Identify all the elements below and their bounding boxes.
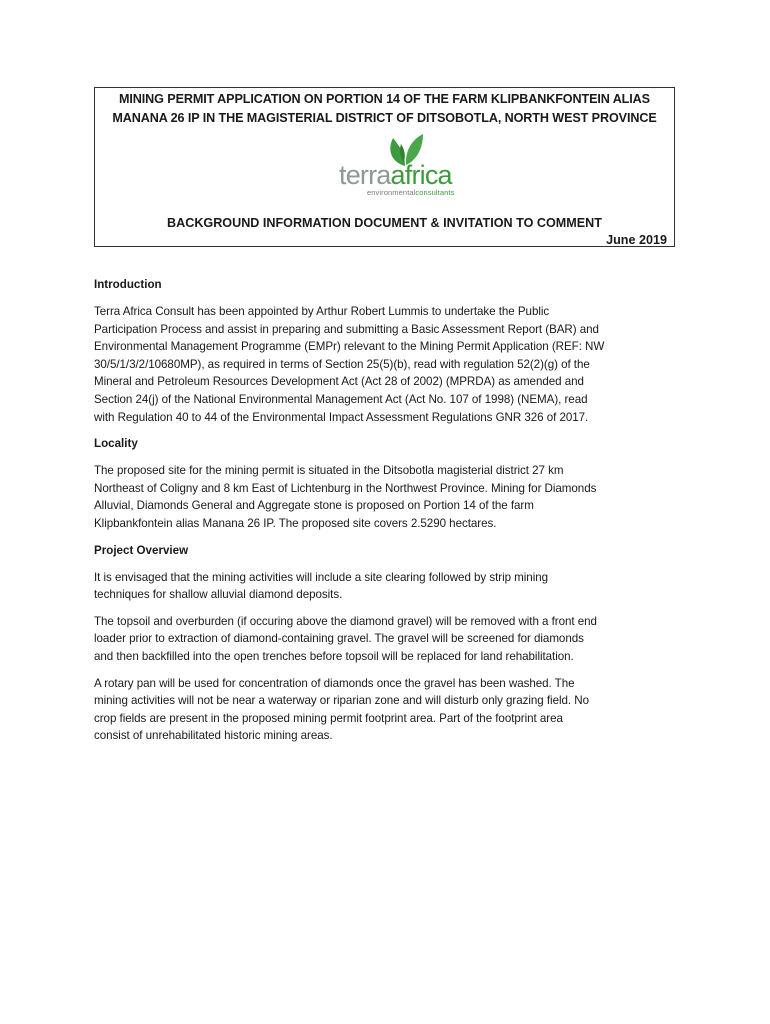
section-heading-introduction: Introduction <box>94 278 162 291</box>
locality-paragraph <box>94 462 674 532</box>
logo-sub-consultants: consultants <box>415 188 455 197</box>
document-title-line-1: MINING PERMIT APPLICATION ON PORTION 14 OF THE FARM KLIPBANKFONTEIN ALIAS <box>119 92 650 106</box>
title-box <box>94 87 675 247</box>
logo-word-africa: africa <box>390 160 452 190</box>
text-line: A rotary pan will be used for concentration of diamonds once the gravel has been washed. The <box>94 676 575 690</box>
introduction-paragraph <box>94 303 674 426</box>
text-line: with Regulation 40 to 44 of the Environmental Impact Assessment Regulations GNR 326 of 2017. <box>94 410 589 424</box>
text-line: Mineral and Petroleum Resources Development Act (Act 28 of 2002) (MPRDA) as amended and <box>94 375 584 389</box>
text-line: crop fields are present in the proposed mining permit footprint area. Part of the footprint area <box>94 711 563 725</box>
document-date: June 2019 <box>606 233 667 247</box>
text-line: loader prior to extraction of diamond-containing gravel. The gravel will be screened for diamonds <box>94 632 584 646</box>
project-paragraph-3 <box>94 675 674 745</box>
document-subtitle: BACKGROUND INFORMATION DOCUMENT & INVITATION TO COMMENT <box>167 216 602 230</box>
project-paragraph-2 <box>94 613 674 666</box>
document-title-line-2: MANANA 26 IP IN THE MAGISTERIAL DISTRICT OF DITSOBOTLA, NORTH WEST PROVINCE <box>112 111 657 125</box>
text-line: Participation Process and assist in preparing and submitting a Basic Assessment Report (BAR) and <box>94 322 599 336</box>
text-line: and then backfilled into the open trenches before topsoil will be replaced for land rehabilitation. <box>94 649 574 663</box>
text-line: techniques for shallow alluvial diamond deposits. <box>94 588 343 602</box>
text-line: Northeast of Coligny and 8 km East of Lichtenburg in the Northwest Province. Mining for Diamonds <box>94 481 597 495</box>
project-paragraph-1 <box>94 569 674 604</box>
document-body <box>94 276 674 754</box>
terra-africa-logo <box>339 132 479 196</box>
text-line: 30/5/1/3/2/10680MP), as required in terms of Section 25(5)(b), read with regulation 52(2)(g) of the <box>94 357 590 371</box>
text-line: Section 24(j) of the National Environmental Management Act (Act No. 107 of 1998) (NEMA), read <box>94 392 588 406</box>
text-line: Terra Africa Consult has been appointed by Arthur Robert Lummis to undertake the Public <box>94 305 550 318</box>
text-line: The proposed site for the mining permit is situated in the Ditsobotla magisterial district 27 km <box>94 464 564 478</box>
text-line: It is envisaged that the mining activities will include a site clearing followed by strip mining <box>94 570 549 584</box>
text-line: mining activities will not be near a waterway or riparian zone and will disturb only grazing field. No <box>94 694 589 708</box>
logo-word-terra: terra <box>339 160 391 190</box>
logo-wordmark <box>339 160 479 190</box>
text-line: Klipbankfontein alias Manana 26 IP. The proposed site covers 2.5290 hectares. <box>94 516 497 530</box>
text-line: Environmental Management Programme (EMPr) relevant to the Mining Permit Application (REF: NW <box>94 340 605 354</box>
logo-subtitle <box>367 188 454 197</box>
section-heading-locality: Locality <box>94 437 138 451</box>
text-line: consist of unrehabilitated historic mining areas. <box>94 729 333 743</box>
section-heading-project-overview: Project Overview <box>94 543 189 557</box>
text-line: The topsoil and overburden (if occuring above the diamond gravel) will be removed with a front end <box>94 614 597 628</box>
logo-sub-environmental: environmental <box>367 188 416 197</box>
text-line: Alluvial, Diamonds General and Aggregate stone is proposed on Portion 14 of the farm <box>94 499 534 513</box>
